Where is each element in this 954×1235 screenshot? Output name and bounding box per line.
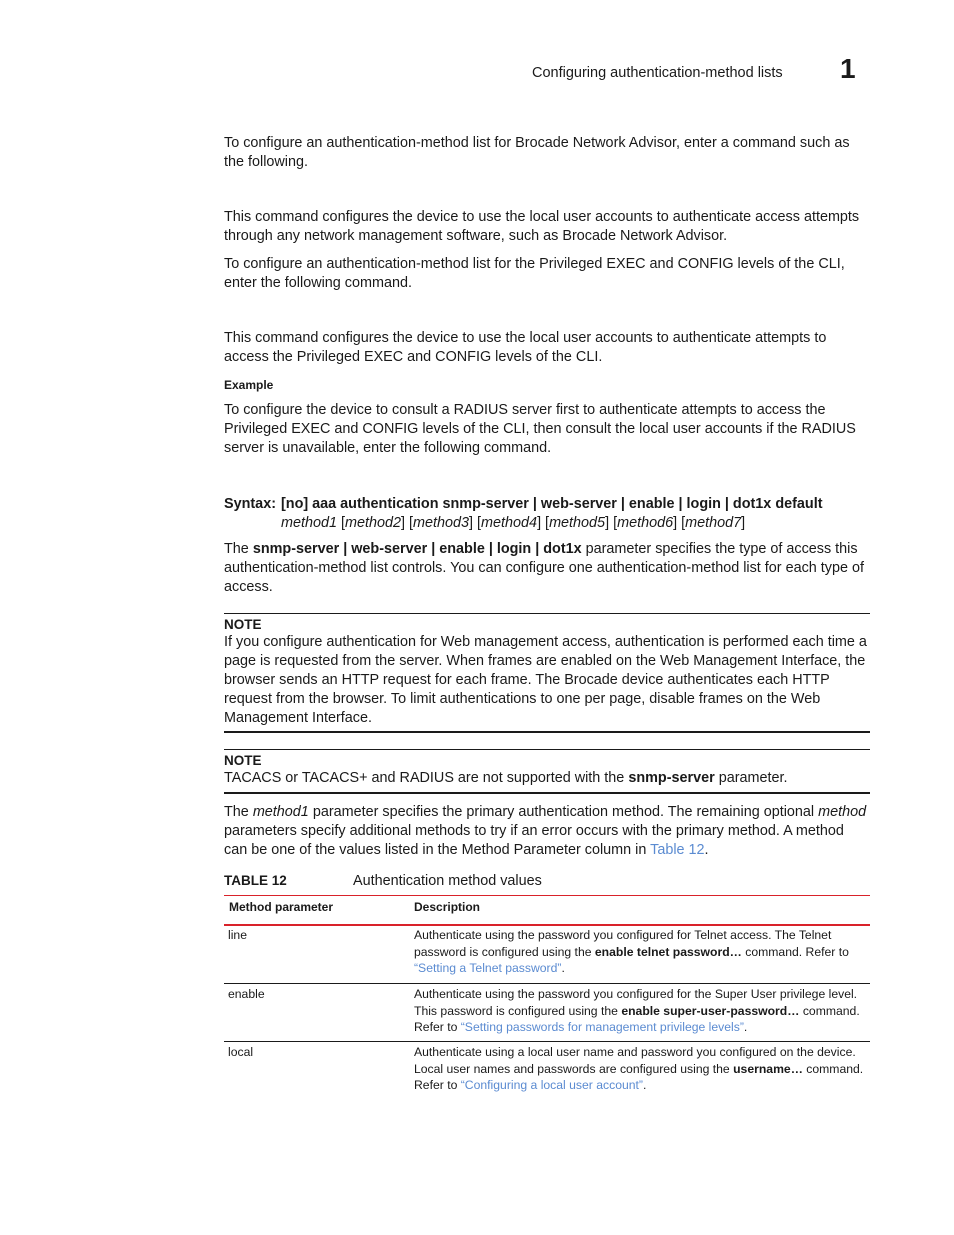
- link-configuring-local-user-account[interactable]: “Configuring a local user account”: [460, 1078, 643, 1092]
- note2-text: TACACS or TACACS+ and RADIUS are not supported with the snmp-server parameter.: [224, 770, 788, 786]
- paragraph-access-type: The snmp-server | web-server | enable | login | dot1x parameter specifies the type of access this authentication-method list controls. You can configure one authentication-method list for each type of access.: [224, 541, 864, 595]
- example-heading: Example: [224, 378, 274, 392]
- paragraph-bna-explain: This command configures the device to use the local user accounts to authenticate access attempts through any network management software, such as Brocade Network Advisor.: [224, 209, 860, 244]
- table-caption: Authentication method values: [353, 873, 542, 889]
- note1-top-rule: [224, 613, 870, 614]
- syntax-command-line: [no] aaa authentication snmp-server | web-server | enable | login | dot1x default: [281, 496, 823, 512]
- column-header-method-parameter: Method parameter: [229, 900, 334, 914]
- paragraph-method-values: The method1 parameter specifies the primary authentication method. The remaining optional method parameters specify additional methods to try if an error occurs with the primary method. A method can be one of the values listed in the Method Parameter column in Table 12.: [224, 804, 867, 858]
- note1-text: If you configure authentication for Web management access, authentication is performed each time a page is requested from the server. When frames are enabled on the Web Management Interface, the browser sends an HTTP request for each frame. The Brocade device authenticates each HTTP request from the browser. To limit authentications to one per page, disable frames on the Web Management Interface.: [224, 634, 867, 726]
- note2-top-rule: [224, 749, 870, 750]
- syntax-label: Syntax:: [224, 496, 276, 512]
- paragraph-bna-intro: To configure an authentication-method list for Brocade Network Advisor, enter a command such as the following.: [224, 135, 850, 170]
- syntax-method-args: method1 [method2] [method3] [method4] [method5] [method6] [method7]: [281, 515, 746, 531]
- table-row-desc-line: Authenticate using the password you configured for Telnet access. The Telnet password is configured using the enable telnet password… command. Refer to “Setting a Telnet password”.: [414, 928, 849, 975]
- chapter-number: 1: [840, 53, 856, 84]
- note2-label: NOTE: [224, 753, 262, 768]
- syntax-command: [281, 495, 861, 533]
- table-12-link[interactable]: Table 12: [650, 842, 705, 858]
- table-row-param-local: local: [228, 1045, 254, 1059]
- table-row-divider: [224, 983, 870, 984]
- link-setting-telnet-password[interactable]: “Setting a Telnet password”: [414, 961, 562, 975]
- note1-bottom-rule: [224, 731, 870, 733]
- table-header-rule: [224, 924, 870, 926]
- note1-label: NOTE: [224, 617, 262, 632]
- running-header-title: Configuring authentication-method lists: [532, 65, 783, 81]
- paragraph-exec-intro: To configure an authentication-method list for the Privileged EXEC and CONFIG levels of the CLI, enter the following command.: [224, 256, 845, 291]
- paragraph-exec-explain: This command configures the device to use the local user accounts to authenticate attempts to access the Privileged EXEC and CONFIG levels of the CLI.: [224, 330, 827, 365]
- note2-bottom-rule: [224, 792, 870, 794]
- table-row-param-line: line: [228, 928, 247, 942]
- table-row-desc-enable: Authenticate using the password you configured for the Super User privilege level. This password is configured using the enable super-user-password… command. Refer to “Setting passwords for management privilege levels”.: [414, 987, 860, 1034]
- paragraph-radius-example: To configure the device to consult a RADIUS server first to authenticate attempts to access the Privileged EXEC and CONFIG levels of the CLI, then consult the local user accounts if the RADIUS server is unavailable, enter the following command.: [224, 402, 856, 456]
- link-setting-passwords-privilege-levels[interactable]: “Setting passwords for management privilege levels”: [460, 1020, 744, 1034]
- table-row-divider: [224, 1041, 870, 1042]
- table-row-desc-local: Authenticate using a local user name and password you configured on the device. Local user names and passwords are configured using the username… command. Refer to “Configuring a local user account”.: [414, 1045, 864, 1092]
- table-label: TABLE 12: [224, 873, 287, 888]
- column-header-description: Description: [414, 900, 481, 914]
- table-top-rule: [224, 895, 870, 896]
- table-row-param-enable: enable: [228, 987, 265, 1001]
